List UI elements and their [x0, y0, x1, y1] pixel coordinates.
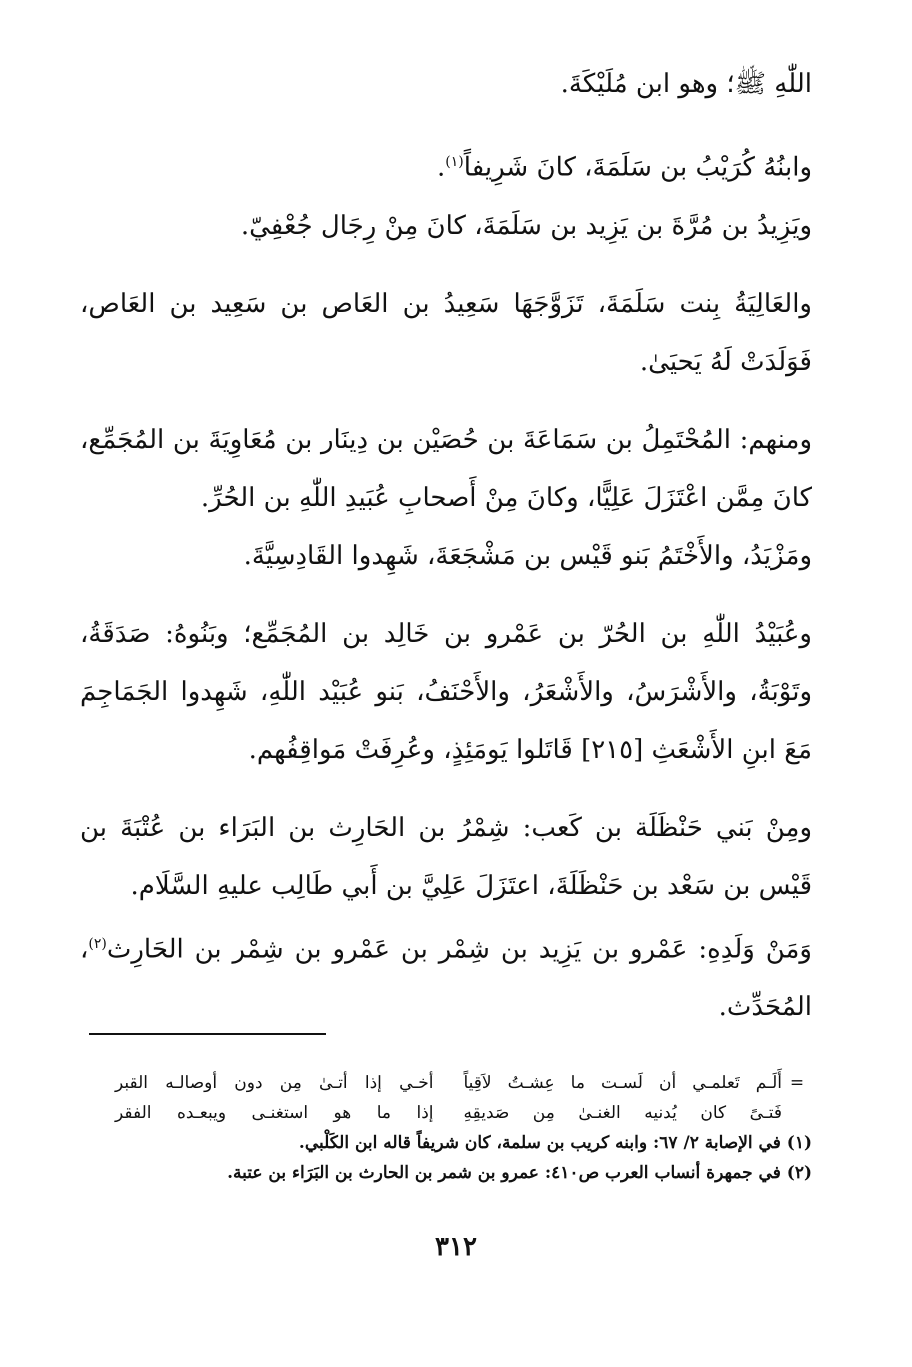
footnotes	[115, 1068, 812, 1188]
paragraph: ومنهم: المُحْتَمِلُ بن سَمَاعَةَ بن حُصَيْن بن دِينَار بن مُعَاوِيَةَ بن المُجَمِّع، كانَ مِمَّن اعْتَزَلَ عَلِيًّا، وكانَ مِنْ أَصحابِ عُبَيدِ اللّٰهِ بن الحُرِّ.	[80, 424, 812, 513]
main-text	[80, 55, 812, 1036]
paragraph-text: ، المُحَدِّث.	[80, 934, 812, 1023]
paragraph: وعُبَيْدُ اللّٰهِ بن الحُرّ بن عَمْرو بن خَالِد بن المُجَمِّع؛ وبَنُوهُ: صَدَقَةُ، وتَوْبَةُ، والأَشْرَسُ، والأَشْعَرُ، والأَحْنَفُ، بَنو عُبَيْد اللّٰهِ، شَهِدوا الجَمَاجِمَ مَعَ ابنِ الأَشْعَثِ [٢١٥] قَاتَلوا يَومَئِذٍ، وعُرِفَتْ مَواقِفُهم.	[80, 618, 812, 765]
verse-line	[115, 1068, 812, 1098]
paragraph	[80, 915, 812, 1037]
paragraph: ومَزْيَدُ، والأَخْتَمُ بَنو قَيْس بن مَشْجَعَةَ، شَهِدوا القَادِسِيَّةَ.	[243, 540, 812, 571]
hemistich: أَلَـم تَعلمـي أن لَسـت ما عِشـتُ لاَقِياً	[463, 1073, 782, 1093]
hemistich: إذا ما هو استغنـى ويبعـده الفقر	[115, 1103, 434, 1123]
verse-line	[115, 1098, 812, 1128]
footnote-marker: (٢)	[88, 935, 107, 952]
paragraph	[80, 133, 812, 197]
footnote: (٢) في جمهرة أنساب العرب ص٤١٠: عمرو بن شمر بن الحارث بن البَرَاء بن عتبة.	[227, 1163, 812, 1183]
footnote-divider	[89, 1033, 326, 1035]
paragraph-text: وَمَنْ وَلَدِهِ: عَمْرو بن يَزِيد بن شِمْر بن عَمْرو بن شِمْر بن الحَارِث	[106, 934, 812, 965]
paragraph: ويَزِيدُ بن مُرَّةَ بن يَزِيد بن سَلَمَةَ، كانَ مِنْ رِجَال جُعْفِيّ.	[240, 210, 812, 241]
footnote-marker: (١)	[445, 154, 464, 170]
continuation-mark: =	[789, 1073, 805, 1093]
footnote: (١) في الإصابة ٢/ ٦٧: وابنه كريب بن سلمة، كان شريفاً قاله ابن الكَلْبي.	[298, 1133, 812, 1153]
paragraph: اللّٰهِ ﷺ؛ وهو ابن مُلَيْكَةَ.	[560, 69, 812, 99]
paragraph-text: .	[437, 152, 446, 183]
paragraph: والعَالِيَةُ بِنت سَلَمَةَ، تَزَوَّجَهَا سَعِيدُ بن العَاص بن سَعِيد بن العَاص، فَوَلَدَتْ لَهُ يَحيَىٰ.	[80, 288, 812, 377]
paragraph-text: وابنُهُ كُرَيْبُ بن سَلَمَةَ، كانَ شَرِيفاً	[463, 152, 812, 183]
page-number: ٣١٢	[435, 1232, 477, 1262]
hemistich: أخـي إذا أتـىٰ مِن دون أوصالـه القبر	[115, 1073, 434, 1093]
paragraph: ومِنْ بَني حَنْظَلَة بن كَعب: شِمْرُ بن الحَارِث بن البَرَاء بن عُتْبَةَ بن قَيْس بن سَعْد بن حَنْظَلَةَ، اعتَزَلَ عَلِيَّ بن أَبي طَالِب عليهِ السَّلَام.	[80, 812, 812, 901]
hemistich: فَتـىً كان يُدنيه الغنـىٰ مِن صَديقِهِ	[463, 1103, 782, 1123]
